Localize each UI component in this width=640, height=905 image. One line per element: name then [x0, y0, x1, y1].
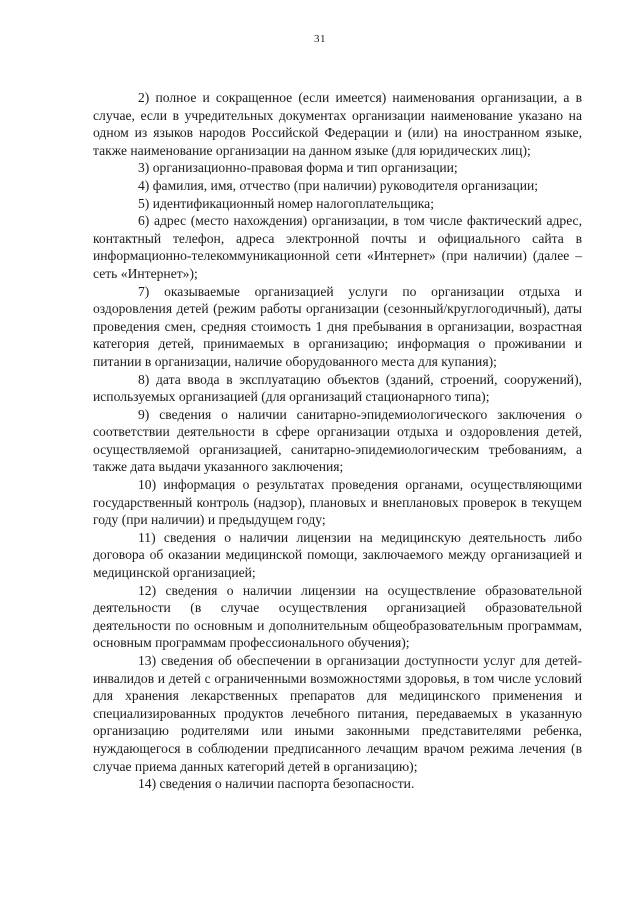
list-item-13: 13) сведения об обеспечении в организации доступности услуг для детей-инвалидов и детей с ограниченными возможностями здоровья, в том числе условий для хранения лекарственных препаратов для медицинского применения и специализированных продуктов лечебного питания, передаваемых в указанную организацию родителями или иными законными представителями ребенка, нуждающегося в соблюдении предписанного лечащим врачом режима лечения (в случае приема данных категорий детей в организацию);: [93, 653, 582, 774]
list-item-4: 4) фамилия, имя, отчество (при наличии) руководителя организации;: [138, 177, 539, 193]
list-item-8: 8) дата ввода в эксплуатацию объектов (зданий, строений, сооружений), используемых организацией (для организаций стационарного типа);: [93, 371, 582, 405]
page-number: 31: [314, 33, 326, 45]
list-item-5: 5) идентификационный номер налогоплательщика;: [138, 195, 434, 211]
document-body: [93, 89, 582, 793]
list-item-10: 10) информация о результатах проведения органами, осуществляющими государственный контроль (надзор), плановых и внеплановых проверок в текущем году (при наличии) и предыдущем году;: [93, 477, 582, 528]
list-item-7: 7) оказываемые организацией услуги по организации отдыха и оздоровления детей (режим работы организации (сезонный/круглогодичный), даты проведения смен, средняя стоимость 1 дня пребывания в организации, возрастная категория детей, принимаемых в организацию; информация о проживании и питании в организации, наличие оборудованного места для купания);: [93, 283, 582, 369]
list-item-6: 6) адрес (место нахождения) организации, в том числе фактический адрес, контактный телефон, адреса электронной почты и официального сайта в информационно-телекоммуникационной сети «Интернет» (при наличии) (далее – сеть «Интернет»);: [93, 213, 582, 281]
list-item-14: 14) сведения о наличии паспорта безопасности.: [138, 776, 415, 792]
list-item-12: 12) сведения о наличии лицензии на осуществление образовательной деятельности (в случае осуществления организацией образовательной деятельности по основным и дополнительным общеобразовательным программам, основным программам профессионального обучения);: [93, 582, 582, 651]
list-item-9: 9) сведения о наличии санитарно-эпидемиологического заключения о соответствии деятельности в сфере организации отдыха и оздоровления детей, осуществляемой организацией, санитарно-эпидемиологическим требованиям, а также дата выдачи указанного заключения;: [93, 406, 582, 475]
list-item-2: 2) полное и сокращенное (если имеется) наименования организации, а в случае, если в учредительных документах организации наименование указано на одном из языков народов Российской Федерации и (или) на иностранном языке, также наименование организации на данном языке (для юридических лиц);: [93, 90, 582, 158]
list-item-11: 11) сведения о наличии лицензии на медицинскую деятельность либо договора об оказании медицинской помощи, заключаемого между организацией и медицинской организацией;: [93, 529, 582, 581]
list-item-3: 3) организационно-правовая форма и тип организации;: [138, 160, 458, 176]
